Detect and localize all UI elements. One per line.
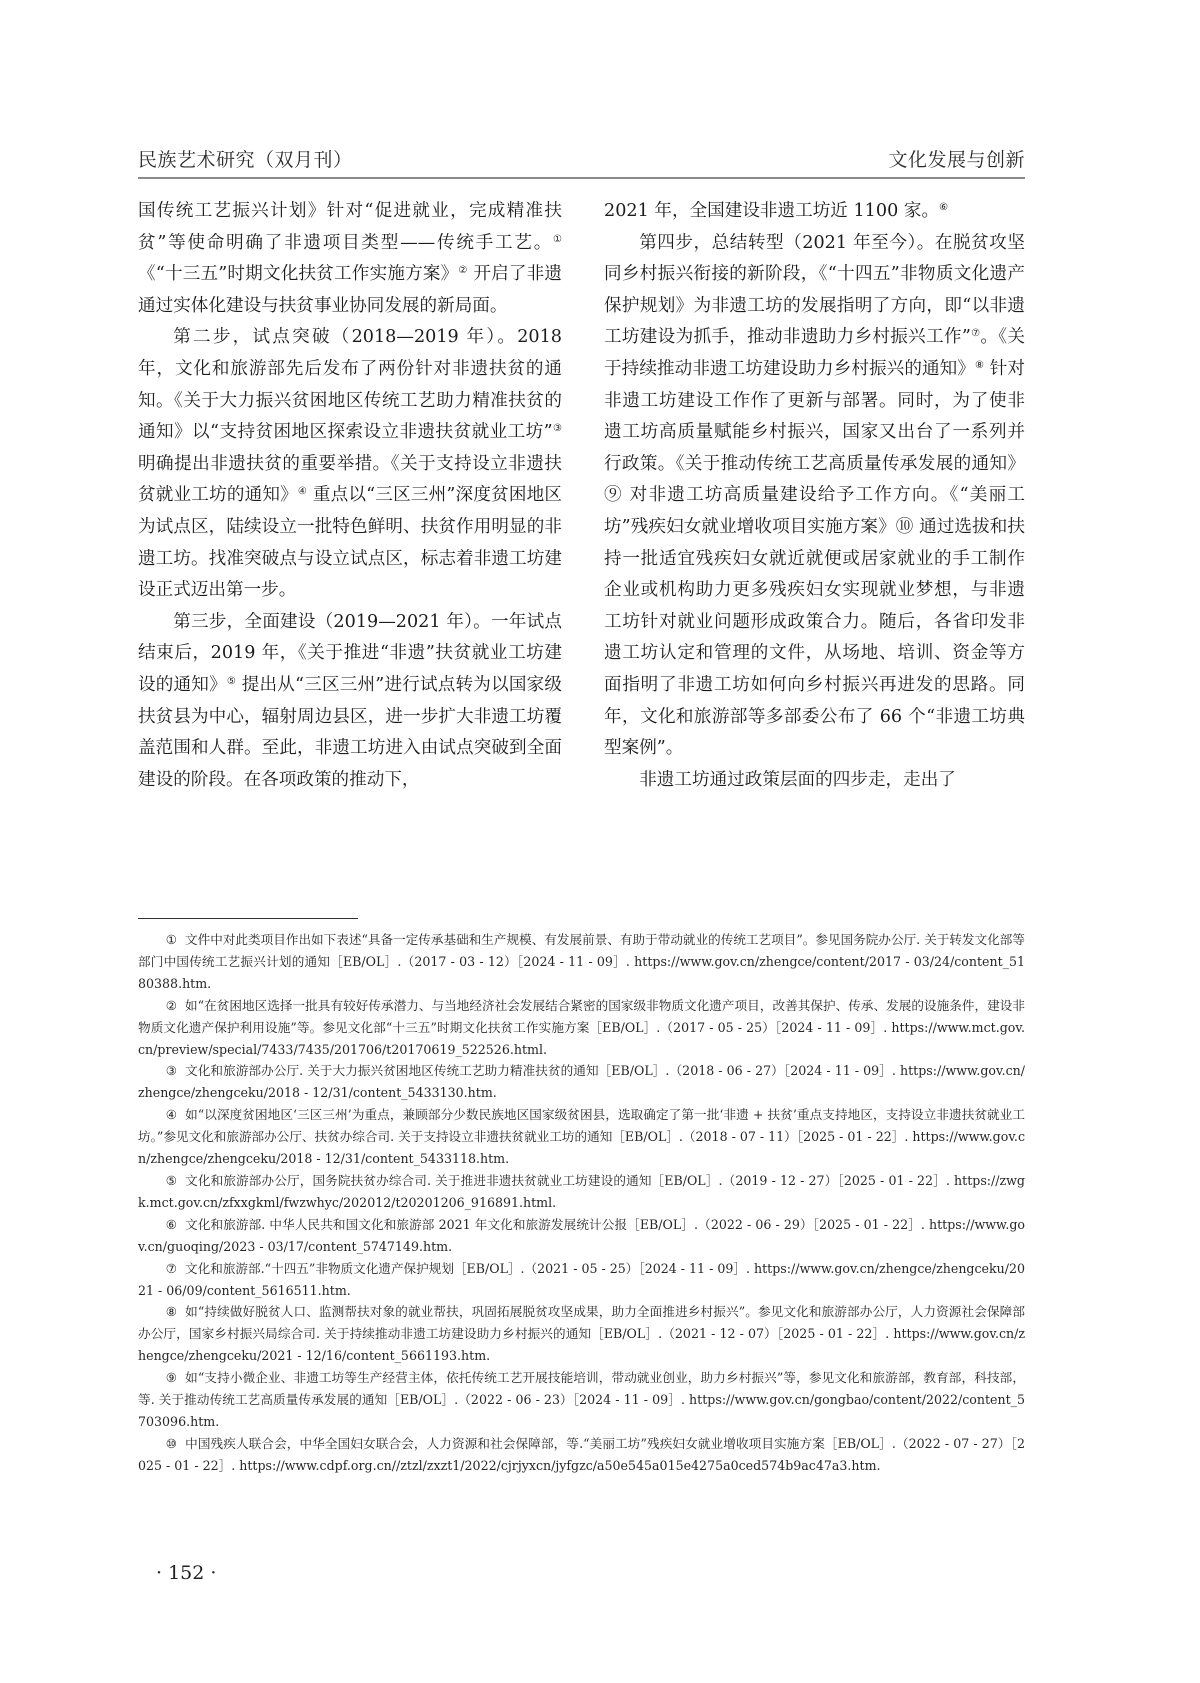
- running-header: [138, 143, 1025, 179]
- footnote: ③ 文化和旅游部办公厅. 关于大力振兴贫困地区传统工艺助力精准扶贫的通知［EB/OL］.（2018 - 06 - 27）［2024 - 11 - 09］. https://www.gov.cn/zhengce/zhengceku/2018 - 12/31/content_5433130.htm.: [138, 1063, 1025, 1101]
- footnote-mark: ⑤: [165, 1172, 178, 1188]
- footnotes: [138, 929, 1025, 1477]
- footnote: ④ 如“以深度贫困地区‘三区三州’为重点，兼顾部分少数民族地区国家级贫困县，选取确定了第一批‘非遗 + 扶贫’重点支持地区，支持设立非遗扶贫就业工坊。”参见文化和旅游部办公厅、扶贫办综合司. 关于支持设立非遗扶贫就业工坊的通知［EB/OL］.（2018 - 07 - 11）［2025 - 01 - 22］. https://www.gov.cn/zhengce/zhengceku/2018 - 12/31/content_5433118.htm.: [138, 1107, 1025, 1167]
- paragraph: 非遗工坊通过政策层面的四步走，走出了: [639, 769, 956, 790]
- paragraph: 第三步，全面建设（2019—2021 年）。一年试点结束后，2019 年，《关于推进“非遗”扶贫就业工坊建设的通知》⑤ 提出从“三区三州”进行试点转为以国家级扶贫县为中心，辐射周边县区，进一步扩大非遗工坊覆盖范围和人群。至此，非遗工坊进入由试点突破到全面建设的阶段。在各项政策的推动下，: [138, 611, 562, 790]
- footnote-ref[interactable]: ②: [458, 265, 468, 277]
- footnote-ref[interactable]: ③: [552, 423, 562, 435]
- footnote-mark: ⑩: [165, 1435, 178, 1451]
- footnote: ⑦ 文化和旅游部.“十四五”非物质文化遗产保护规划［EB/OL］.（2021 - 05 - 25）［2024 - 11 - 09］. https://www.gov.cn/zhengce/zhengceku/2021 - 06/09/content_5616511.htm.: [138, 1260, 1026, 1298]
- footnote-ref[interactable]: ①: [553, 233, 562, 245]
- footnote: ⑥ 文化和旅游部. 中华人民共和国文化和旅游部 2021 年文化和旅游发展统计公报［EB/OL］.（2022 - 06 - 29）［2025 - 01 - 22］. https://www.gov.cn/guoqing/2023 - 03/17/content_5747149.htm.: [138, 1216, 1025, 1254]
- left-column: [138, 196, 562, 796]
- footnote-divider: [138, 918, 358, 919]
- footnote-mark: ⑨: [165, 1370, 178, 1386]
- footnote: ② 如“在贫困地区选择一批具有较好传承潜力、与当地经济社会发展结合紧密的国家级非物质文化遗产项目，改善其保护、传承、发展的设施条件，建设非物质文化遗产保护利用设施”等。参见文化部“十三五”时期文化扶贫工作实施方案［EB/OL］.（2017 - 05 - 25）［2024 - 11 - 09］. https://www.mct.gov.cn/preview/special/7433/7435/201706/t20170619_522526.html.: [138, 997, 1025, 1057]
- footnote: ⑩ 中国残疾人联合会，中华全国妇女联合会，人力资源和社会保障部，等.“美丽工坊”残疾妇女就业增收项目实施方案［EB/OL］.（2022 - 07 - 27）［2025 - 01 - 22］. https://www.cdpf.org.cn//ztzl/zxzt1/2022/cjrjyxcn/jyfgzc/a50e545a015e4275a0ced574b9ac47a3.htm.: [138, 1435, 1025, 1473]
- footnote-ref[interactable]: ④: [297, 486, 308, 498]
- paragraph: 第二步，试点突破（2018—2019 年）。2018 年，文化和旅游部先后发布了两份针对非遗扶贫的通知。《关于大力振兴贫困地区传统工艺助力精准扶贫的通知》以“支持贫困地区探索设立非遗扶贫就业工坊”③ 明确提出非遗扶贫的重要举措。《关于支持设立非遗扶贫就业工坊的通知》④ 重点以“三区三州”深度贫困地区为试点区，陆续设立一批特色鲜明、扶贫作用明显的非遗工坊。找准突破点与设立试点区，标志着非遗工坊建设正式迈出第一步。: [138, 327, 562, 601]
- footnote-ref[interactable]: ⑦: [970, 328, 981, 340]
- footnote-mark: ③: [165, 1063, 178, 1079]
- page-number: · 152 ·: [156, 1562, 217, 1584]
- footnote-ref[interactable]: ⑧: [975, 359, 985, 371]
- journal-title: 民族艺术研究（双月刊）: [138, 149, 353, 171]
- section-title: 文化发展与创新: [888, 149, 1025, 171]
- footnote: ⑧ 如“持续做好脱贫人口、监测帮扶对象的就业帮扶，巩固拓展脱贫攻坚成果，助力全面推进乡村振兴”。参见文化和旅游部办公厅，人力资源社会保障部办公厅，国家乡村振兴局综合司. 关于持续推动非遗工坊建设助力乡村振兴的通知［EB/OL］.（2021 - 12 - 07）［2025 - 01 - 22］. https://www.gov.cn/zhengce/zhengceku/2021 - 12/16/content_5661193.htm.: [138, 1304, 1025, 1364]
- footnote: ① 文件中对此类项目作出如下表述“具备一定传承基础和生产规模、有发展前景、有助于带动就业的传统工艺项目”。参见国务院办公厅. 关于转发文化部等部门中国传统工艺振兴计划的通知［EB/OL］.（2017 - 03 - 12）［2024 - 11 - 09］. https://www.gov.cn/zhengce/content/2017 - 03/24/content_5180388.htm.: [138, 932, 1026, 991]
- paragraph: 国传统工艺振兴计划》针对“促进就业，完成精准扶贫”等使命明确了非遗项目类型——传统手工艺。①《“十三五”时期文化扶贫工作实施方案》② 开启了非遗通过实体化建设与扶贫事业协同发展的新局面。: [138, 201, 562, 316]
- footnote: ⑨ 如“支持小微企业、非遗工坊等生产经营主体，依托传统工艺开展技能培训，带动就业创业，助力乡村振兴”等，参见文化和旅游部，教育部，科技部，等. 关于推动传统工艺高质量传承发展的通知［EB/OL］.（2022 - 06 - 23）［2024 - 11 - 09］. https://www.gov.cn/gongbao/content/2022/content_5703096.htm.: [138, 1370, 1025, 1429]
- footnote-mark: ⑥: [165, 1216, 178, 1232]
- footnote-mark: ⑦: [165, 1260, 178, 1276]
- right-column: [604, 196, 1025, 796]
- footnote-ref[interactable]: ⑥: [939, 202, 949, 213]
- footnote-mark: ④: [165, 1107, 178, 1123]
- paragraph: 第四步，总结转型（2021 年至今）。在脱贫攻坚同乡村振兴衔接的新阶段，《“十四五”非物质文化遗产保护规划》为非遗工坊的发展指明了方向，即“以非遗工坊建设为抓手，推动非遗助力乡村振兴工作”⑦。《关于持续推动非遗工坊建设助力乡村振兴的通知》⑧ 针对非遗工坊建设工作作了更新与部署。同时，为了使非遗工坊高质量赋能乡村振兴，国家又出台了一系列并行政策。《关于推动传统工艺高质量传承发展的通知》⑨ 对非遗工坊高质量建设给予工作方向。《“美丽工坊”残疾妇女就业增收项目实施方案》⑩ 通过选拔和扶持一批适宜残疾妇女就近就便或居家就业的手工制作企业或机构助力更多残疾妇女实现就业梦想，与非遗工坊针对就业问题形成政策合力。随后，各省印发非遗工坊认定和管理的文件，从场地、培训、资金等方面指明了非遗工坊如何向乡村振兴再进发的思路。同年，文化和旅游部等多部委公布了 66 个“非遗工坊典型案例”。: [604, 232, 1026, 759]
- footnote: ⑤ 文化和旅游部办公厅，国务院扶贫办综合司. 关于推进非遗扶贫就业工坊建设的通知［EB/OL］.（2019 - 12 - 27）［2025 - 01 - 22］. https://zwgk.mct.gov.cn/zfxxgkml/fwzwhyc/202012/t20201206_916891.html.: [138, 1172, 1025, 1210]
- footnote-mark: ⑧: [165, 1304, 178, 1320]
- footnote-ref[interactable]: ⑤: [226, 675, 236, 687]
- paragraph: 2021 年，全国建设非遗工坊近 1100 家。⑥: [604, 201, 949, 221]
- footnote-mark: ②: [165, 997, 178, 1013]
- footnote-mark: ①: [165, 932, 178, 947]
